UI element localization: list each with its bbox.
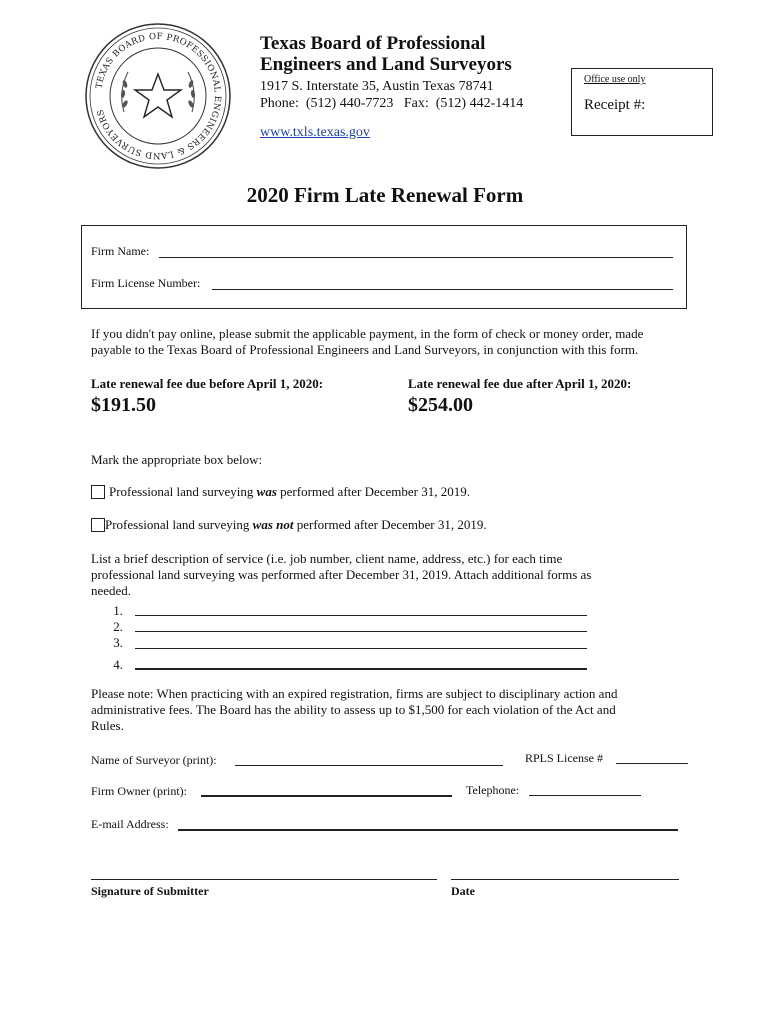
list-number-4: 4. xyxy=(113,657,123,672)
org-name xyxy=(260,33,512,75)
list-number-3: 3. xyxy=(113,635,123,650)
fee-before-label: Late renewal fee due before April 1, 2020: xyxy=(91,376,324,391)
option1-emphasis: was xyxy=(256,484,277,499)
mark-box-label: Mark the appropriate box below: xyxy=(91,452,263,467)
email-field[interactable] xyxy=(178,829,678,831)
fee-after-label: Late renewal fee due after April 1, 2020: xyxy=(408,376,632,391)
firm-info-box xyxy=(81,225,687,309)
option2-emphasis: was not xyxy=(252,517,294,532)
rpls-license-field[interactable] xyxy=(616,763,688,764)
fee-before-amount: $191.50 xyxy=(91,394,156,416)
option2-text-post: performed after December 31, 2019. xyxy=(293,517,487,532)
org-name-line2: Engineers and Land Surveyors xyxy=(260,54,512,75)
note-line2: administrative fees. The Board has the ability to assess up to $1,500 for each violation of the Act and xyxy=(91,702,616,717)
address: 1917 S. Interstate 35, Austin Texas 78741 xyxy=(260,79,494,94)
firm-name-label: Firm Name: xyxy=(91,244,150,258)
office-use-label: Office use only xyxy=(584,74,646,85)
list-intro-line1: List a brief description of service (i.e. job number, client name, address, etc.) for each time xyxy=(91,551,563,566)
payment-instructions xyxy=(91,326,691,358)
list-number-1: 1. xyxy=(113,603,123,618)
telephone-label: Telephone: xyxy=(466,783,520,797)
list-intro-line3: needed. xyxy=(91,583,132,598)
list-number-2: 2. xyxy=(113,619,123,634)
phone-fax: Phone: (512) 440-7723 Fax: (512) 442-1414 xyxy=(260,96,524,111)
firm-owner-label: Firm Owner (print): xyxy=(91,784,187,798)
surveyor-name-label: Name of Surveyor (print): xyxy=(91,753,217,767)
firm-license-label: Firm License Number: xyxy=(91,276,201,290)
svg-text:TEXAS BOARD OF PROFESSIONAL EN xyxy=(94,32,222,160)
seal-text: TEXAS BOARD OF PROFESSIONAL ENGINEERS & LAND SURVEYORS xyxy=(94,31,223,161)
date-label: Date xyxy=(451,884,475,898)
option1-text-post: performed after December 31, 2019. xyxy=(276,484,471,499)
option2-text-pre: Professional land surveying xyxy=(105,517,253,532)
list-intro-line2: professional land surveying was performed after December 31, 2019. Attach additional forms as xyxy=(91,567,592,582)
org-name-line1: Texas Board of Professional xyxy=(260,33,486,54)
option-performed-checkbox[interactable] xyxy=(91,485,105,499)
note-paragraph xyxy=(91,686,691,734)
signature-label: Signature of Submitter xyxy=(91,884,209,898)
option-not-performed-checkbox[interactable] xyxy=(91,518,105,532)
date-line[interactable] xyxy=(451,879,679,880)
email-label: E-mail Address: xyxy=(91,817,169,831)
service-line-2[interactable] xyxy=(135,631,587,632)
service-line-1[interactable] xyxy=(135,615,587,616)
surveyor-name-field[interactable] xyxy=(235,765,503,766)
note-line3: Rules. xyxy=(91,718,124,733)
firm-name-field[interactable] xyxy=(159,257,673,258)
service-line-3[interactable] xyxy=(135,648,587,649)
contact-info xyxy=(260,78,523,112)
firm-license-field[interactable] xyxy=(212,289,673,290)
seal-icon xyxy=(84,22,232,170)
firm-owner-field[interactable] xyxy=(201,795,452,797)
payment-text-line2: payable to the Texas Board of Professional Engineers and Land Surveyors, in conjunction with this form. xyxy=(91,342,639,357)
rpls-license-label: RPLS License # xyxy=(525,751,603,765)
option-not-performed-label xyxy=(105,517,487,533)
signature-line[interactable] xyxy=(91,879,437,880)
note-line1: Please note: When practicing with an expired registration, firms are subject to disciplinary action and xyxy=(91,686,618,701)
telephone-field[interactable] xyxy=(529,795,641,796)
receipt-label: Receipt #: xyxy=(584,97,646,113)
option-performed-label xyxy=(109,484,470,500)
form-title: 2020 Firm Late Renewal Form xyxy=(246,183,524,207)
board-seal xyxy=(84,22,232,170)
service-line-4[interactable] xyxy=(135,668,587,670)
fee-after-amount: $254.00 xyxy=(408,394,473,416)
list-instructions xyxy=(91,551,691,599)
option1-text-pre: Professional land surveying xyxy=(109,484,257,499)
website-link[interactable]: www.txls.texas.gov xyxy=(260,125,370,140)
payment-text-line1: If you didn't pay online, please submit the applicable payment, in the form of check or money order, made xyxy=(91,326,644,341)
